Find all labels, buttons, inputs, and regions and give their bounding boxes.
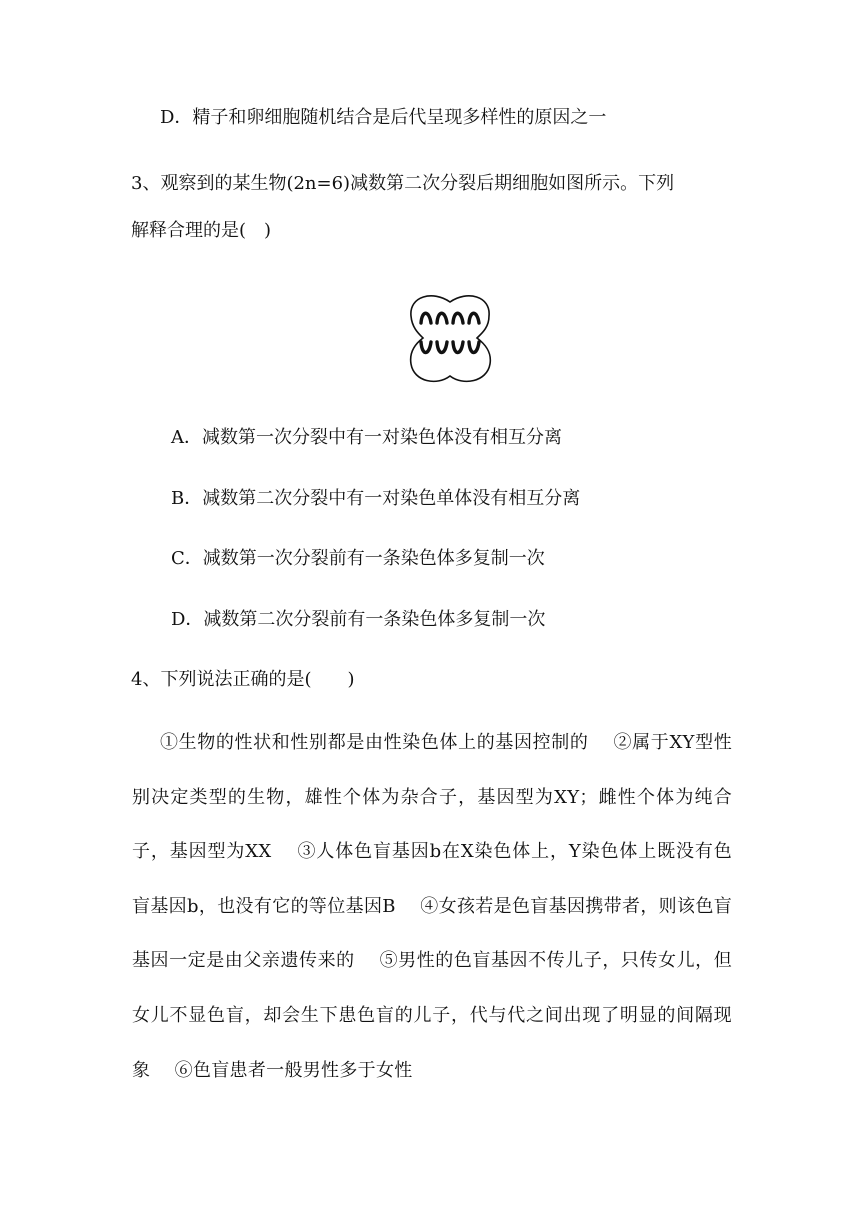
q4-statement-5: ⑤男性的色盲基因不传儿子，只传女儿，但女儿不显色盲，却会生下患色盲的儿子，代与代之间出现了明显的间隔现象 bbox=[132, 950, 732, 1081]
q3-option-d: D．减数第二次分裂前有一条染色体多复制一次 bbox=[171, 609, 546, 630]
q4-statement-1: ①生物的性状和性别都是由性染色体上的基因控制的 bbox=[160, 732, 589, 753]
q2-option-d: D．精子和卵细胞随机结合是后代呈现多样性的原因之一 bbox=[160, 107, 607, 128]
upper-chromosomes bbox=[421, 313, 479, 323]
q3-stem-line-1: 3、观察到的某生物(2n=6)减数第二次分裂后期细胞如图所示。下列 bbox=[131, 173, 675, 194]
cell-outline bbox=[411, 296, 491, 382]
q3-stem-line-2: 解释合理的是( ) bbox=[131, 220, 272, 241]
q4-statement-4: ④女孩若是色盲基因携带者，则该色盲基因一定是由父亲遗传来的 bbox=[132, 895, 733, 972]
lower-chromosomes bbox=[421, 342, 479, 353]
cell-division-figure bbox=[405, 290, 495, 386]
q4-statement-3: ③人体色盲基因b在X染色体上，Y染色体上既没有色盲基因b，也没有它的等位基因B bbox=[132, 841, 732, 917]
q4-statement-2: ②属于XY型性别决定类型的生物，雄性个体为杂合子，基因型为XY；雌性个体为纯合子，基因型为XX bbox=[132, 732, 733, 863]
q4-statements bbox=[132, 716, 732, 1098]
q3-option-c: C．减数第一次分裂前有一条染色体多复制一次 bbox=[171, 548, 545, 569]
q4-statement-6: ⑥色盲患者一般男性多于女性 bbox=[174, 1059, 413, 1081]
q3-option-a: A．减数第一次分裂中有一对染色体没有相互分离 bbox=[171, 427, 562, 448]
q3-option-b: B．减数第二次分裂中有一对染色单体没有相互分离 bbox=[171, 488, 581, 509]
q4-stem: 4、下列说法正确的是( ) bbox=[131, 669, 355, 690]
